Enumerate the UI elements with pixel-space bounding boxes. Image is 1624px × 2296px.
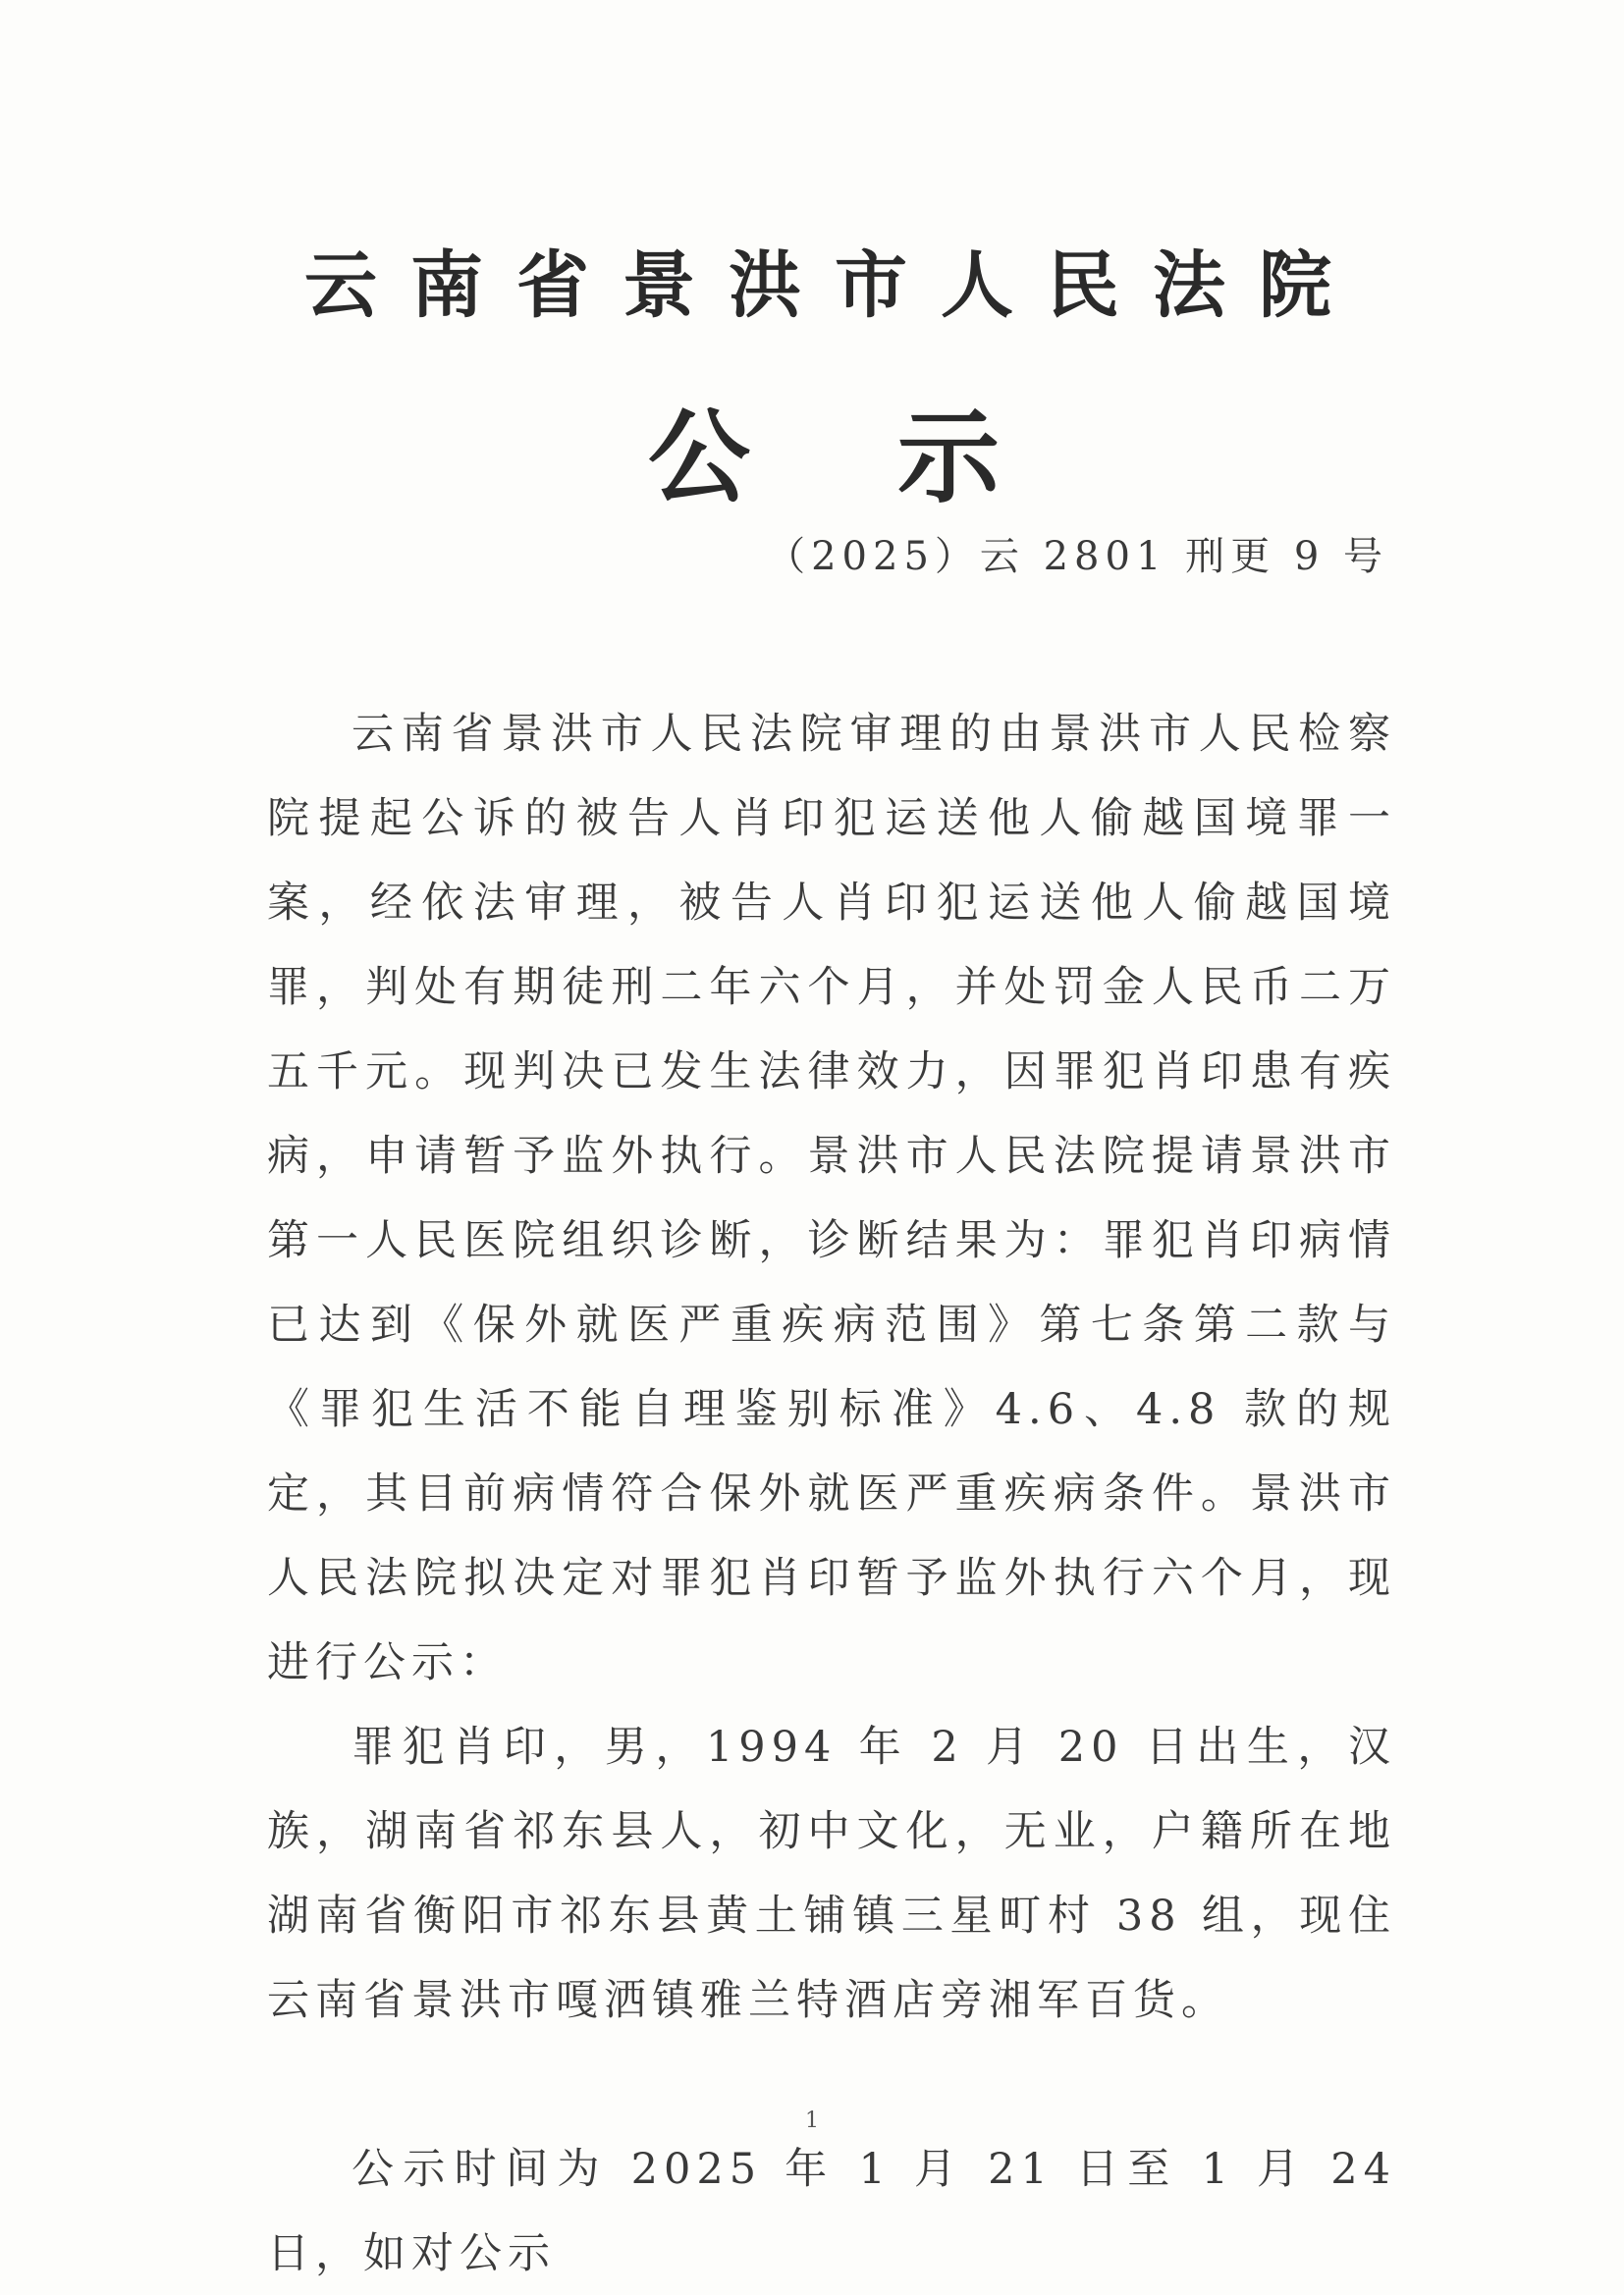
page-number: 1 xyxy=(805,2109,819,2133)
notice-heading: 公示 xyxy=(648,397,1148,517)
case-number: （2025）云 2801 刑更 9 号 xyxy=(766,534,1388,579)
court-name-title: 云南省景洪市人民法院 xyxy=(304,243,1365,328)
paragraph-notice-period: 公示时间为 2025 年 1 月 21 日至 1 月 24 日，如对公示 xyxy=(267,2145,1396,2278)
paragraph-criminal-info: 罪犯肖印，男，1994 年 2 月 20 日出生，汉族，湖南省祁东县人，初中文化，无业，户籍所在地湖南省衡阳市祁东县黄土铺镇三星町村 38 组，现住云南省景洪市嘎洒镇雅兰特酒店旁湘军百货。 xyxy=(267,1723,1396,2025)
paragraph-case-summary: 云南省景洪市人民法院审理的由景洪市人民检察院提起公诉的被告人肖印犯运送他人偷越国境罪一案，经依法审理，被告人肖印犯运送他人偷越国境罪，判处有期徒刑二年六个月，并处罚金人民币二万五千元。现判决已发生法律效力，因罪犯肖印患有疾病，申请暂予监外执行。景洪市人民法院提请景洪市第一人民医院组织诊断，诊断结果为：罪犯肖印病情已达到《保外就医严重疾病范围》第七条第二款与《罪犯生活不能自理鉴别标准》4.6、4.8 款的规定，其目前病情符合保外就医严重疾病条件。景洪市人民法院拟决定对罪犯肖印暂予监外执行六个月，现进行公示： xyxy=(267,710,1396,1687)
notice-body xyxy=(267,692,1396,2296)
